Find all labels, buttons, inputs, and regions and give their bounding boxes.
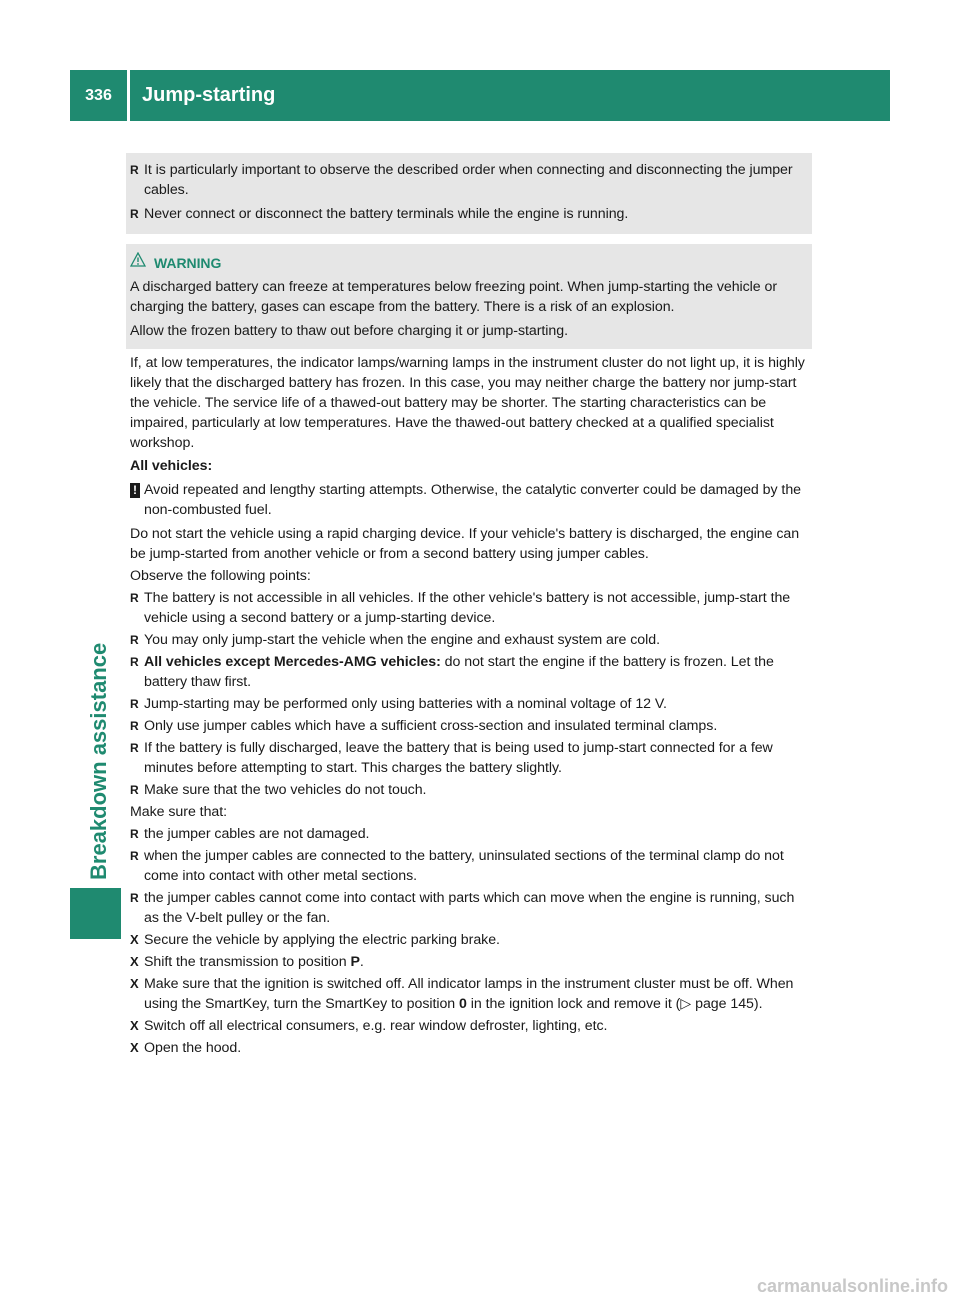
section-heading: All vehicles: (130, 458, 213, 474)
warning-triangle-icon (130, 252, 146, 273)
list-item (130, 738, 812, 778)
page-ref-arrow-icon: ▷ (680, 996, 692, 1012)
action-step (130, 952, 812, 972)
action-bold-value: P (350, 954, 360, 970)
bullet-glyph: R (130, 633, 139, 647)
notice-text: Avoid repeated and lengthy starting attempts. Otherwise, the catalytic converter could be damaged by the non-combusted fuel. (144, 482, 802, 518)
list-item (130, 652, 812, 692)
section-side-block (70, 888, 121, 939)
watermark: carmanualsonline.info (756, 1276, 948, 1296)
action-text: Make sure that the ignition is switched off. All indicator lamps in the instrument cluster must be off. When using the SmartKey, turn the SmartKey to position (144, 976, 794, 1012)
list-item-text: If the battery is fully discharged, leave the battery that is being used to jump-start connected for a few minutes before attempting to start. This charges the battery slightly. (144, 740, 773, 776)
bullet-glyph: R (130, 163, 139, 177)
notice (130, 480, 812, 520)
warning-title: WARNING (154, 254, 222, 271)
action-arrow-icon: X (130, 954, 139, 969)
list-item (130, 160, 808, 200)
list-item (130, 780, 812, 800)
exclamation-icon: ! (130, 483, 140, 498)
list-item (130, 630, 812, 650)
action-text: Secure the vehicle by applying the electric parking brake. (144, 932, 500, 948)
list-item-text: the jumper cables are not damaged. (144, 826, 370, 842)
action-arrow-icon: X (130, 1018, 139, 1033)
list-item (130, 824, 812, 844)
warning-paragraph: A discharged battery can freeze at temperatures below freezing point. When jump-starting the vehicle or charging the battery, gases can escape from the battery. There is a risk of an explosion. (130, 279, 778, 315)
bullet-glyph: R (130, 655, 139, 669)
bullet-glyph: R (130, 849, 139, 863)
list-item (130, 588, 812, 628)
warning-paragraph: Allow the frozen battery to thaw out before charging it or jump-starting. (130, 323, 568, 339)
list-item-text: It is particularly important to observe the described order when connecting and disconnecting the jumper cables. (144, 162, 793, 198)
intro-paragraph: If, at low temperatures, the indicator lamps/warning lamps in the instrument cluster do not light up, it is highly likely that the discharged battery has frozen. In this case, you may neither charge the battery nor jump-start the vehicle. The service life of a thawed-out battery may be shorter. The starting characteristics can be impaired, particularly at low temperatures. Have the thawed-out battery checked at a qualified specialist workshop. (130, 355, 805, 451)
action-arrow-icon: X (130, 976, 139, 991)
bullet-glyph: R (130, 697, 139, 711)
list-item-text: You may only jump-start the vehicle when the engine and exhaust system are cold. (144, 632, 660, 648)
paragraph: Do not start the vehicle using a rapid charging device. If your vehicle's battery is discharged, the engine can be jump-started from another vehicle or from a second battery using jumper cables. (130, 526, 800, 562)
bullet-glyph: R (130, 741, 139, 755)
page-content (130, 153, 812, 1060)
page-header (70, 70, 890, 121)
action-bold-value: 0 (459, 996, 467, 1012)
section-side-label: Breakdown assistance (86, 642, 111, 880)
bullet-glyph: R (130, 591, 139, 605)
action-text: in the ignition lock and remove it ( (466, 996, 681, 1012)
list-item-text: Make sure that the two vehicles do not touch. (144, 782, 427, 798)
bullet-glyph: R (130, 891, 139, 905)
list-item-text: Only use jumper cables which have a sufficient cross-section and insulated terminal clamps. (144, 718, 718, 734)
list-item (130, 846, 812, 886)
bullet-glyph: R (130, 783, 139, 797)
list-item-text: do not start the engine if the battery is frozen. Let the battery thaw first. (144, 654, 774, 690)
list-item (130, 694, 812, 714)
page-title: Jump-starting (142, 84, 276, 106)
list-item-text: Jump-starting may be performed only using batteries with a nominal voltage of 12 V. (144, 696, 667, 712)
bullet-glyph: R (130, 207, 139, 221)
action-step (130, 930, 812, 950)
list-item-bold-lead: All vehicles except Mercedes-AMG vehicles: (144, 654, 441, 670)
page-reference-link[interactable]: page 145 (695, 996, 754, 1012)
warning-header (130, 252, 808, 273)
header-divider (127, 70, 130, 121)
action-text: Switch off all electrical consumers, e.g. rear window defroster, lighting, etc. (144, 1018, 608, 1034)
list-item (130, 716, 812, 736)
list-item-text: Never connect or disconnect the battery terminals while the engine is running. (144, 206, 629, 222)
paragraph: Observe the following points: (130, 568, 311, 584)
action-text: ). (753, 996, 763, 1012)
action-text: Open the hood. (144, 1040, 242, 1056)
action-step (130, 1016, 812, 1036)
warning-box (126, 244, 812, 349)
paragraph: Make sure that: (130, 804, 228, 820)
bullet-glyph: R (130, 719, 139, 733)
action-step (130, 974, 812, 1014)
action-arrow-icon: X (130, 1040, 139, 1055)
action-text: . (359, 954, 364, 970)
info-box (126, 153, 812, 234)
page-number: 336 (85, 86, 112, 104)
action-text: Shift the transmission to position (144, 954, 351, 970)
action-arrow-icon: X (130, 932, 139, 947)
list-item-text: The battery is not accessible in all vehicles. If the other vehicle's battery is not accessible, jump-start the vehicle using a second battery or a jump-starting device. (144, 590, 791, 626)
bullet-glyph: R (130, 827, 139, 841)
list-item-text: when the jumper cables are connected to the battery, uninsulated sections of the terminal clamp do not come into contact with other metal sections. (144, 848, 784, 884)
list-item-text: the jumper cables cannot come into contact with parts which can move when the engine is running, such as the V-belt pulley or the fan. (144, 890, 795, 926)
action-step (130, 1038, 812, 1058)
list-item (130, 204, 808, 224)
list-item (130, 888, 812, 928)
